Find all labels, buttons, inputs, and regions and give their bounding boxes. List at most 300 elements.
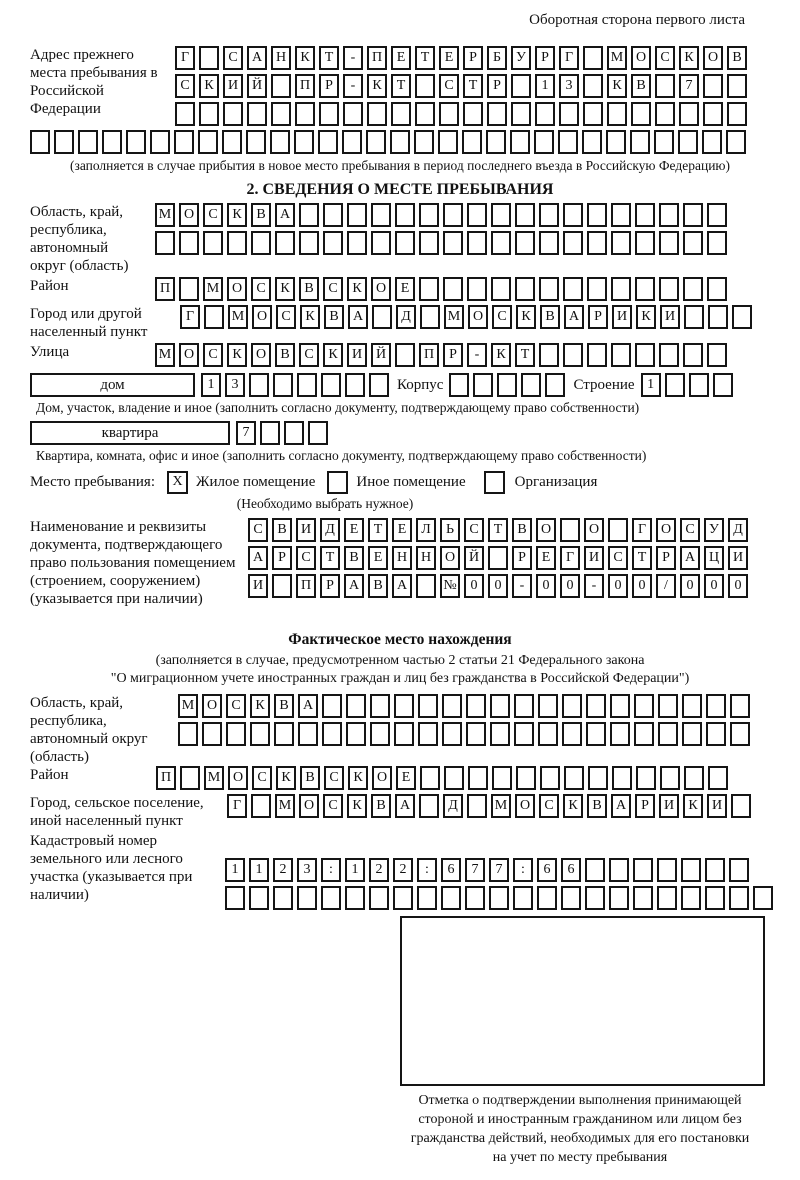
char-box[interactable] [539,343,559,367]
char-box[interactable] [489,886,509,910]
char-box[interactable] [369,373,389,397]
char-box[interactable]: Р [487,74,507,98]
char-box[interactable]: С [203,203,223,227]
char-box[interactable] [606,130,626,154]
char-box[interactable]: 3 [559,74,579,98]
char-box[interactable]: 1 [345,858,365,882]
char-box[interactable]: С [323,277,343,301]
char-box[interactable] [417,886,437,910]
char-box[interactable]: 7 [489,858,509,882]
char-box[interactable] [466,722,486,746]
char-box[interactable] [322,694,342,718]
char-box[interactable] [372,305,392,329]
char-box[interactable] [449,373,469,397]
char-box[interactable] [515,203,535,227]
char-box[interactable] [394,694,414,718]
char-box[interactable]: 0 [704,574,724,598]
char-box[interactable] [465,886,485,910]
char-box[interactable] [391,102,411,126]
char-box[interactable]: 2 [369,858,389,882]
char-box[interactable] [586,722,606,746]
char-box[interactable] [321,373,341,397]
char-box[interactable] [204,305,224,329]
char-box[interactable]: Г [175,46,195,70]
char-box[interactable] [371,231,391,255]
char-box[interactable] [634,694,654,718]
char-box[interactable]: - [584,574,604,598]
checkbox-other-premises[interactable] [327,471,348,494]
char-box[interactable]: 0 [680,574,700,598]
char-box[interactable]: И [612,305,632,329]
char-box[interactable]: М [178,694,198,718]
char-box[interactable]: К [347,794,367,818]
char-box[interactable] [466,694,486,718]
char-box[interactable] [540,766,560,790]
char-box[interactable]: Й [247,74,267,98]
char-box[interactable] [419,794,439,818]
char-box[interactable] [491,277,511,301]
char-box[interactable] [251,231,271,255]
char-box[interactable] [658,722,678,746]
char-box[interactable] [370,694,390,718]
char-box[interactable] [563,231,583,255]
char-box[interactable]: Е [395,277,415,301]
char-box[interactable]: Т [632,546,652,570]
char-box[interactable]: В [512,518,532,542]
char-box[interactable]: И [660,305,680,329]
char-box[interactable]: А [344,574,364,598]
char-box[interactable]: П [295,74,315,98]
char-box[interactable]: Р [320,574,340,598]
char-box[interactable]: К [227,343,247,367]
char-box[interactable]: П [156,766,176,790]
char-box[interactable]: И [584,546,604,570]
char-box[interactable]: Д [728,518,748,542]
checkbox-residential[interactable]: X [167,471,188,494]
char-box[interactable] [443,203,463,227]
char-box[interactable]: М [444,305,464,329]
char-box[interactable] [323,231,343,255]
char-box[interactable]: - [512,574,532,598]
char-box[interactable] [202,722,222,746]
char-box[interactable]: 6 [561,858,581,882]
char-box[interactable]: Т [488,518,508,542]
char-box[interactable] [345,373,365,397]
char-box[interactable]: Т [319,46,339,70]
char-box[interactable]: Р [656,546,676,570]
char-box[interactable]: В [299,277,319,301]
char-box[interactable] [347,203,367,227]
char-box[interactable] [635,203,655,227]
char-box[interactable]: - [343,74,363,98]
char-box[interactable]: 1 [201,373,221,397]
char-box[interactable]: А [392,574,412,598]
char-box[interactable] [514,722,534,746]
char-box[interactable]: Й [371,343,391,367]
char-box[interactable] [443,231,463,255]
char-box[interactable] [102,130,122,154]
char-box[interactable]: С [492,305,512,329]
char-box[interactable] [30,130,50,154]
char-box[interactable] [299,203,319,227]
char-box[interactable]: Н [392,546,412,570]
char-box[interactable]: Д [396,305,416,329]
char-box[interactable] [729,886,749,910]
char-box[interactable] [705,886,725,910]
char-box[interactable] [511,102,531,126]
char-box[interactable] [655,74,675,98]
char-box[interactable]: Е [344,518,364,542]
char-box[interactable]: К [679,46,699,70]
char-box[interactable] [275,231,295,255]
char-box[interactable] [539,231,559,255]
char-box[interactable] [179,231,199,255]
char-box[interactable]: Г [632,518,652,542]
char-box[interactable] [537,886,557,910]
char-box[interactable] [630,130,650,154]
char-box[interactable] [250,722,270,746]
char-box[interactable]: Т [415,46,435,70]
char-box[interactable] [346,694,366,718]
char-box[interactable]: Н [416,546,436,570]
char-box[interactable] [665,373,685,397]
char-box[interactable] [635,231,655,255]
char-box[interactable]: Р [319,74,339,98]
char-box[interactable] [174,130,194,154]
char-box[interactable]: Й [464,546,484,570]
char-box[interactable]: И [659,794,679,818]
char-box[interactable]: С [299,343,319,367]
char-box[interactable] [490,722,510,746]
char-box[interactable] [684,305,704,329]
char-box[interactable]: С [323,794,343,818]
char-box[interactable]: К [227,203,247,227]
char-box[interactable] [347,231,367,255]
char-box[interactable] [487,102,507,126]
char-box[interactable]: К [199,74,219,98]
char-box[interactable]: В [300,766,320,790]
char-box[interactable] [515,231,535,255]
char-box[interactable] [732,305,752,329]
char-box[interactable] [179,277,199,301]
char-box[interactable]: Е [439,46,459,70]
char-box[interactable] [707,231,727,255]
char-box[interactable] [587,203,607,227]
char-box[interactable] [178,722,198,746]
char-box[interactable]: И [223,74,243,98]
char-box[interactable] [395,343,415,367]
char-box[interactable] [534,130,554,154]
char-box[interactable] [394,722,414,746]
char-box[interactable]: Р [635,794,655,818]
char-box[interactable] [490,694,510,718]
char-box[interactable] [729,858,749,882]
char-box[interactable]: О [202,694,222,718]
char-box[interactable] [707,343,727,367]
char-box[interactable]: Т [515,343,535,367]
char-box[interactable] [416,574,436,598]
char-box[interactable]: 1 [641,373,661,397]
char-box[interactable]: В [324,305,344,329]
char-box[interactable] [681,886,701,910]
char-box[interactable] [585,886,605,910]
char-box[interactable]: О [252,305,272,329]
char-box[interactable]: О [227,277,247,301]
char-box[interactable] [587,231,607,255]
char-box[interactable] [727,74,747,98]
char-box[interactable]: В [274,694,294,718]
char-box[interactable]: № [440,574,460,598]
char-box[interactable] [369,886,389,910]
char-box[interactable]: 0 [560,574,580,598]
char-box[interactable] [583,46,603,70]
char-box[interactable] [418,722,438,746]
char-box[interactable] [658,694,678,718]
char-box[interactable]: О [703,46,723,70]
char-box[interactable]: : [321,858,341,882]
char-box[interactable]: Р [588,305,608,329]
char-box[interactable]: С [223,46,243,70]
char-box[interactable]: 0 [488,574,508,598]
char-box[interactable]: М [203,277,223,301]
char-box[interactable]: Ь [440,518,460,542]
char-box[interactable]: Р [512,546,532,570]
char-box[interactable]: У [704,518,724,542]
char-box[interactable] [609,858,629,882]
char-box[interactable] [730,722,750,746]
char-box[interactable]: К [275,277,295,301]
char-box[interactable] [297,886,317,910]
char-box[interactable]: С [464,518,484,542]
char-box[interactable]: О [631,46,651,70]
char-box[interactable]: М [204,766,224,790]
char-box[interactable] [415,74,435,98]
char-box[interactable]: 1 [249,858,269,882]
char-box[interactable]: К [348,766,368,790]
char-box[interactable]: 2 [393,858,413,882]
char-box[interactable] [318,130,338,154]
char-box[interactable] [271,102,291,126]
char-box[interactable] [559,102,579,126]
char-box[interactable]: П [155,277,175,301]
char-box[interactable] [659,231,679,255]
char-box[interactable] [635,343,655,367]
char-box[interactable]: 0 [632,574,652,598]
char-box[interactable] [390,130,410,154]
char-box[interactable] [607,102,627,126]
char-box[interactable]: О [251,343,271,367]
checkbox-organization[interactable] [484,471,505,494]
char-box[interactable]: А [275,203,295,227]
char-box[interactable]: 2 [273,858,293,882]
char-box[interactable] [371,203,391,227]
char-box[interactable] [414,130,434,154]
char-box[interactable] [538,694,558,718]
char-box[interactable] [583,74,603,98]
char-box[interactable] [707,203,727,227]
char-box[interactable] [681,858,701,882]
char-box[interactable] [442,722,462,746]
char-box[interactable] [468,766,488,790]
char-box[interactable]: О [228,766,248,790]
char-box[interactable] [126,130,146,154]
char-box[interactable]: П [367,46,387,70]
char-box[interactable]: Е [392,518,412,542]
char-box[interactable]: П [419,343,439,367]
char-box[interactable] [294,130,314,154]
char-box[interactable] [611,277,631,301]
char-box[interactable]: Р [535,46,555,70]
char-box[interactable]: 6 [537,858,557,882]
char-box[interactable] [510,130,530,154]
char-box[interactable]: В [272,518,292,542]
char-box[interactable]: А [348,305,368,329]
char-box[interactable]: 3 [225,373,245,397]
char-box[interactable] [345,886,365,910]
char-box[interactable]: О [299,794,319,818]
char-box[interactable]: / [656,574,676,598]
char-box[interactable] [659,203,679,227]
char-box[interactable] [260,421,280,445]
char-box[interactable] [467,203,487,227]
char-box[interactable] [180,766,200,790]
char-box[interactable] [308,421,328,445]
char-box[interactable]: К [636,305,656,329]
char-box[interactable] [583,102,603,126]
char-box[interactable]: 6 [441,858,461,882]
char-box[interactable] [226,722,246,746]
char-box[interactable]: М [155,203,175,227]
char-box[interactable] [707,277,727,301]
char-box[interactable]: И [707,794,727,818]
char-box[interactable] [223,102,243,126]
char-box[interactable]: Н [271,46,291,70]
char-box[interactable] [562,722,582,746]
char-box[interactable] [582,130,602,154]
char-box[interactable]: 0 [536,574,556,598]
char-box[interactable] [420,766,440,790]
char-box[interactable]: К [683,794,703,818]
char-box[interactable]: А [564,305,584,329]
char-box[interactable] [730,694,750,718]
char-box[interactable] [708,766,728,790]
char-box[interactable]: О [372,766,392,790]
char-box[interactable]: О [536,518,556,542]
char-box[interactable] [586,694,606,718]
char-box[interactable] [587,277,607,301]
char-box[interactable] [419,203,439,227]
char-box[interactable]: - [343,46,363,70]
char-box[interactable]: А [611,794,631,818]
char-box[interactable] [706,722,726,746]
char-box[interactable]: К [563,794,583,818]
char-box[interactable]: С [439,74,459,98]
char-box[interactable] [321,886,341,910]
char-box[interactable] [563,277,583,301]
char-box[interactable]: Д [320,518,340,542]
char-box[interactable] [54,130,74,154]
char-box[interactable]: Р [443,343,463,367]
char-box[interactable] [635,277,655,301]
char-box[interactable] [418,694,438,718]
char-box[interactable] [249,886,269,910]
char-box[interactable] [491,231,511,255]
char-box[interactable]: П [296,574,316,598]
char-box[interactable] [514,694,534,718]
char-box[interactable]: Т [320,546,340,570]
char-box[interactable]: 7 [236,421,256,445]
char-box[interactable] [631,102,651,126]
char-box[interactable] [516,766,536,790]
char-box[interactable] [78,130,98,154]
char-box[interactable] [467,794,487,818]
char-box[interactable] [438,130,458,154]
char-box[interactable] [563,343,583,367]
char-box[interactable] [486,130,506,154]
char-box[interactable]: И [728,546,748,570]
char-box[interactable] [342,130,362,154]
char-box[interactable]: К [491,343,511,367]
char-box[interactable] [679,102,699,126]
char-box[interactable]: К [323,343,343,367]
char-box[interactable] [198,130,218,154]
char-box[interactable] [683,203,703,227]
char-box[interactable] [611,231,631,255]
char-box[interactable]: Л [416,518,436,542]
char-box[interactable]: В [371,794,391,818]
char-box[interactable] [393,886,413,910]
char-box[interactable]: В [587,794,607,818]
char-box[interactable] [705,858,725,882]
char-box[interactable] [298,722,318,746]
char-box[interactable]: С [175,74,195,98]
char-box[interactable] [441,886,461,910]
char-box[interactable]: С [248,518,268,542]
char-box[interactable] [588,766,608,790]
char-box[interactable]: О [515,794,535,818]
char-box[interactable]: В [540,305,560,329]
char-box[interactable] [247,102,267,126]
char-box[interactable] [473,373,493,397]
char-box[interactable] [491,203,511,227]
char-box[interactable]: К [516,305,536,329]
char-box[interactable]: 0 [608,574,628,598]
char-box[interactable] [678,130,698,154]
char-box[interactable] [521,373,541,397]
char-box[interactable] [513,886,533,910]
char-box[interactable] [558,130,578,154]
char-box[interactable] [539,203,559,227]
char-box[interactable] [150,130,170,154]
char-box[interactable]: Е [396,766,416,790]
char-box[interactable] [563,203,583,227]
char-box[interactable]: С [324,766,344,790]
char-box[interactable]: К [250,694,270,718]
char-box[interactable]: И [248,574,268,598]
char-box[interactable] [655,102,675,126]
char-box[interactable]: 0 [464,574,484,598]
char-box[interactable]: В [344,546,364,570]
char-box[interactable]: С [608,546,628,570]
char-box[interactable]: В [251,203,271,227]
char-box[interactable] [443,277,463,301]
char-box[interactable] [753,886,773,910]
char-box[interactable] [683,231,703,255]
char-box[interactable] [659,277,679,301]
char-box[interactable] [319,102,339,126]
char-box[interactable] [271,74,291,98]
char-box[interactable]: А [395,794,415,818]
